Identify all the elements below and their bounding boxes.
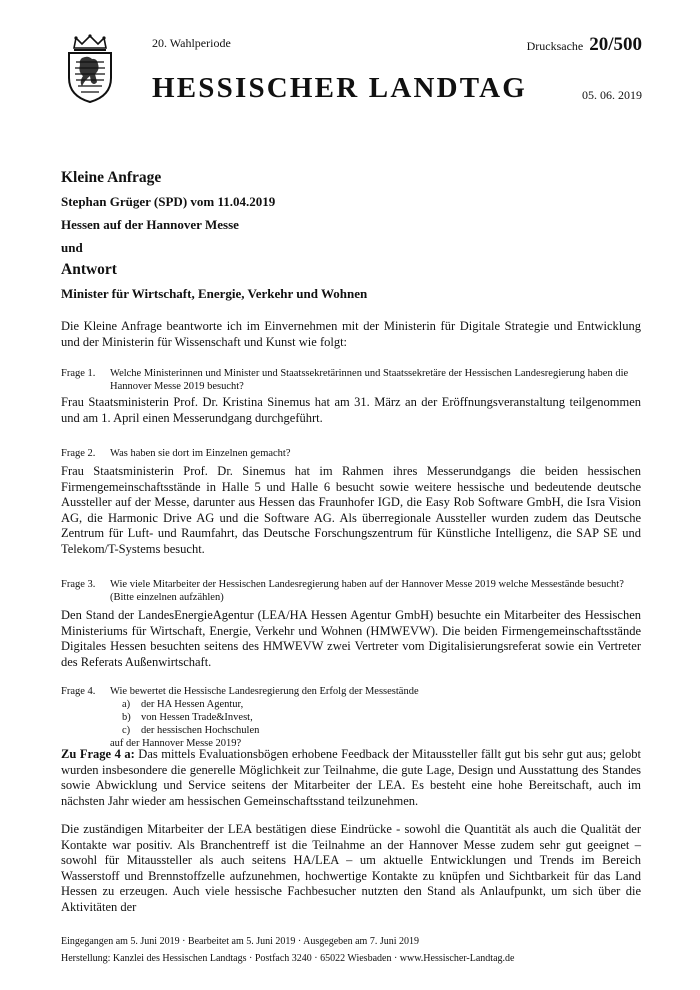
kleine-anfrage-heading: Kleine Anfrage: [61, 169, 162, 186]
list-marker: b): [122, 712, 131, 723]
list-item-text: der HA Hessen Agentur,: [141, 699, 244, 710]
question-items: [110, 698, 641, 737]
list-item-text: von Hessen Trade&Invest,: [141, 712, 253, 723]
question-label: Frage 2.: [61, 448, 96, 459]
answer-4a-lead: Zu Frage 4 a:: [61, 747, 135, 761]
anfrage-author: Stephan Grüger (SPD) vom 11.04.2019: [61, 194, 276, 209]
list-marker: c): [122, 725, 131, 736]
question-text: Wie viele Mitarbeiter der Hessischen Landesregierung haben auf der Hannover Messe 2019 welche Messestände besucht? (Bitte einzelnen aufzählen): [110, 579, 624, 603]
landtag-title: HESSISCHER LANDTAG: [152, 72, 528, 104]
footer-imprint: Herstellung: Kanzlei des Hessischen Landtags · Postfach 3240 · 65022 Wiesbaden · www.Hessischer-Landtag.de: [61, 953, 515, 964]
antwort-heading: Antwort: [61, 261, 117, 278]
answer-2: Frau Staatsministerin Prof. Dr. Sinemus hat im Rahmen ihres Messerundgangs die beiden hessischen Firmengemeinschaftsstände in Halle 5 und Halle 6 besucht sowie weitere hessische und bedeutende deutsche Aussteller auf der Messe, darunter aus Hessen das Fraunhofer IGD, die Easy Rob Software GmbH, die Isra Vision AG, die Harmonic Drive AG und die Software AG. Als überregionale Aussteller wurden zudem das Deutsche Zentrum für Luft- und Raumfahrt, das Deutsche Forschungszentrum für Künstliche Intelligenz, die SAP SE und Telekom/T-Systems besucht.: [61, 464, 641, 556]
drucksache-label: Drucksache: [526, 39, 584, 53]
footer-dates: Eingegangen am 5. Juni 2019 · Bearbeitet am 5. Juni 2019 · Ausgegeben am 7. Juni 2019: [61, 936, 419, 947]
question-text: Was haben sie dort im Einzelnen gemacht?: [110, 448, 291, 459]
answer-4a-continued: Die zuständigen Mitarbeiter der LEA bestätigen diese Eindrücke - sowohl die Quantität als auch die Qualität der Kontakte war positiv. Als Branchentreff ist die Teilnahme an der Hannover Messe zudem sehr gut geeignet – sowohl für Mitaussteller als auch seitens HA/LEA – um aktuelle Entwicklungen und Trends im Bereich Wasserstoff und Brennstoffzelle aufzunehmen, hochwertige Kontakte zu knüpfen und Sichtbarkeit für das Land Hessen zu erzeugen. Auch viele hessische Fachbesucher nutzten den Stand als Anlaufpunkt, um sich über die Aktivitäten der: [61, 822, 641, 914]
title-block: [61, 168, 641, 302]
drucksache-number: 20/500: [589, 34, 642, 55]
question-1: [61, 367, 641, 393]
answer-3: Den Stand der LandesEnergieAgentur (LEA/HA Hessen Agentur GmbH) besuchte ein Mitarbeiter des Hessischen Ministeriums für Wirtschaft, Energie, Verkehr und Wohnen (HMWEVW). Die beiden Firmengemeinschaftsstände Digitales Hessen besuchten seitens des HMWEVW zwei Vertreter vom Digitalisierungsreferat sowie ein Vertreter des Referats Außenwirtschaft.: [61, 608, 641, 669]
list-item: [122, 711, 641, 724]
question-label: Frage 3.: [61, 579, 96, 590]
document-date: 05. 06. 2019: [582, 88, 642, 102]
list-marker: a): [122, 699, 131, 710]
hessen-coat-of-arms-icon: [64, 34, 116, 104]
list-item: [122, 724, 641, 737]
drucksache: [527, 34, 642, 56]
anfrage-subject: Hessen auf der Hannover Messe: [61, 217, 239, 232]
und-connector: und: [61, 240, 83, 255]
intro-paragraph: Die Kleine Anfrage beantworte ich im Einvernehmen mit der Ministerin für Digitale Strategie und Entwicklung und der Ministerin für Wissenschaft und Kunst wie folgt:: [61, 319, 641, 349]
answer-4a-text: Das mittels Evaluationsbögen erhobene Feedback der Mitaussteller fällt gut bis sehr gut aus; gelobt wurden insbesondere die generelle Möglichkeit zur Teilnahme, die gute Lage, Design und Ausstattung des Standes sowie Abwicklung und Service seitens der Mitarbeiter der LEA. Es besteht eine hohe Bereitschaft, auch im nächsten Jahr wieder am hessischen Gemeinschaftsstand teilzunehmen.: [61, 747, 642, 808]
question-label: Frage 4.: [61, 686, 96, 697]
question-intro: Wie bewertet die Hessische Landesregierung den Erfolg der Messestände: [110, 686, 419, 697]
answer-1: Frau Staatsministerin Prof. Dr. Kristina Sinemus hat am 31. März an der Eröffnungsveranstaltung teilgenommen und am 1. April einen Messerundgang durchgeführt.: [61, 395, 641, 425]
question-text: Welche Ministerinnen und Minister und Staatssekretärinnen und Staatssekretäre der Hessischen Landesregierung haben die Hannover Messe 2019 besucht?: [110, 368, 629, 392]
question-label: Frage 1.: [61, 368, 96, 379]
question-4: [61, 685, 641, 750]
antwort-minister: Minister für Wirtschaft, Energie, Verkehr und Wohnen: [61, 286, 368, 301]
question-2: [61, 447, 641, 460]
question-text: [110, 685, 641, 750]
list-item-text: der hessischen Hochschulen: [141, 725, 260, 736]
list-item: [122, 698, 641, 711]
question-3: [61, 578, 641, 604]
question-tail: auf der Hannover Messe 2019?: [110, 738, 242, 749]
answer-4a: [61, 747, 641, 809]
wahlperiode: 20. Wahlperiode: [152, 36, 231, 50]
